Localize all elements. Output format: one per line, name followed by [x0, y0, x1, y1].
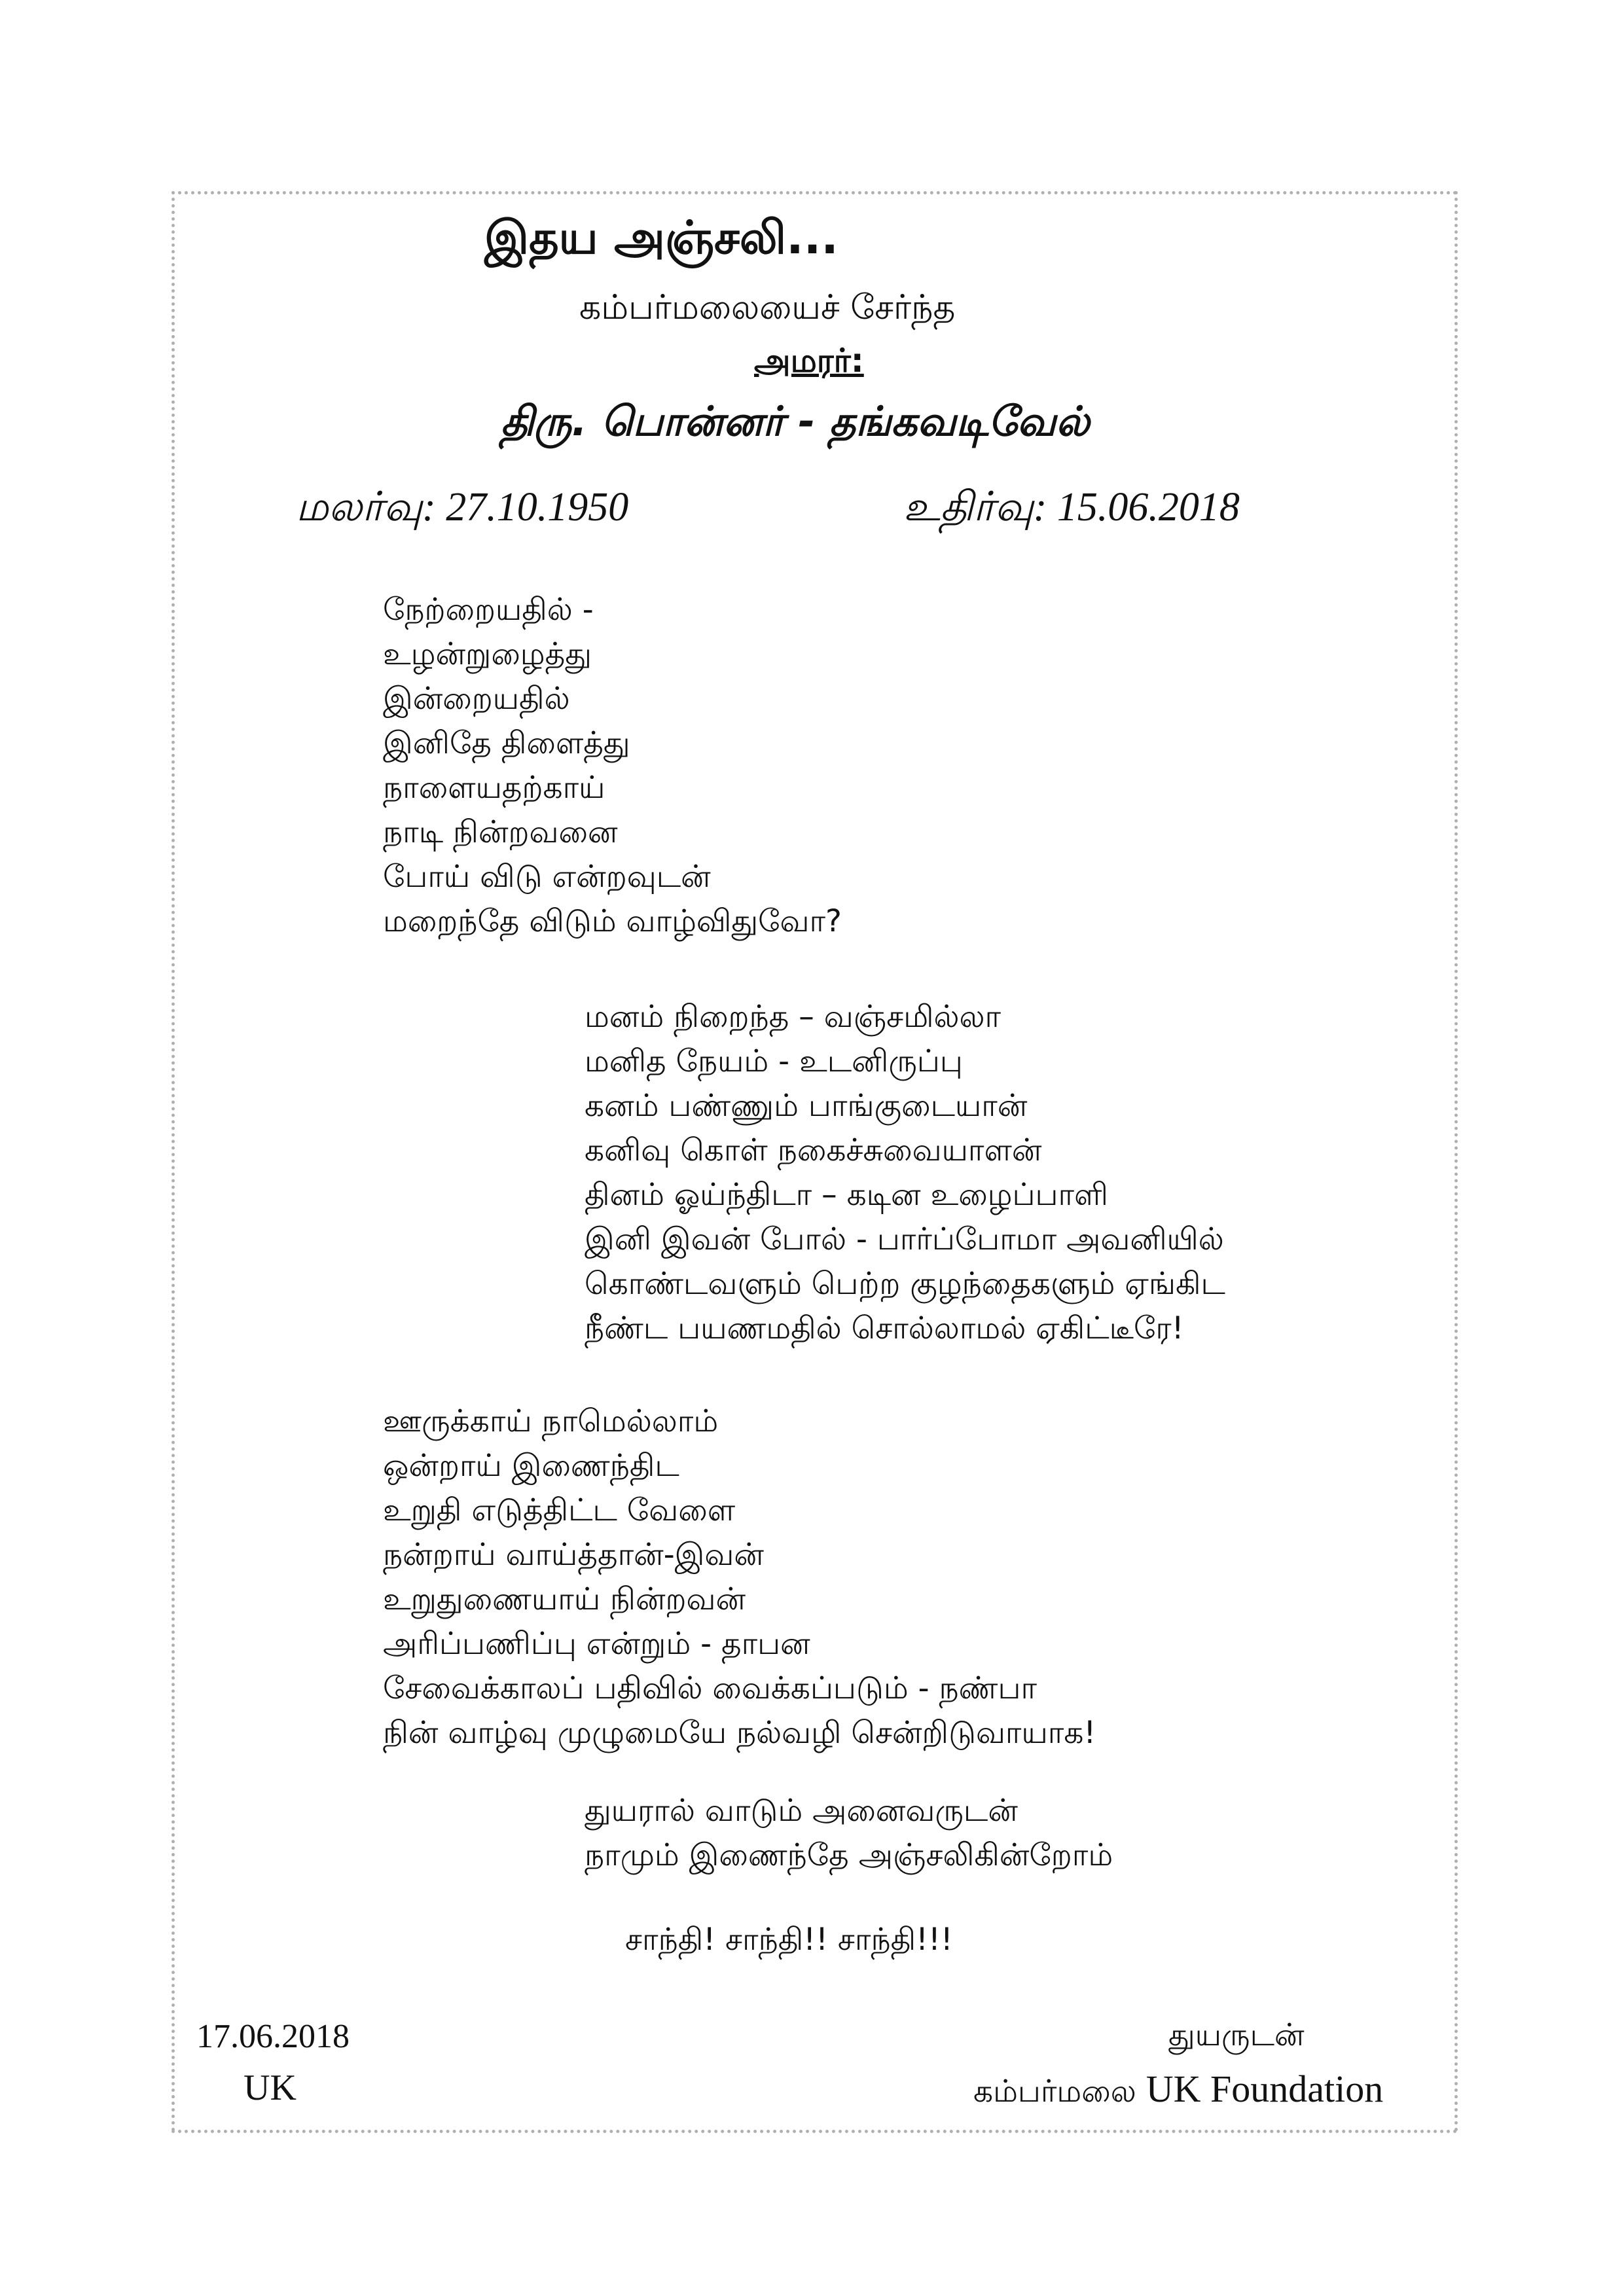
poem-line: கொண்டவளும் பெற்ற குழந்தைகளும் ஏங்கிட: [585, 1266, 1225, 1302]
poem-line: நாமும் இணைந்தே அஞ்சலிகின்றோம்: [585, 1837, 1113, 1873]
poem-line: நன்றாய் வாய்த்தான்-இவன்: [383, 1537, 764, 1573]
poem-stanza-1: [383, 588, 842, 944]
peace-invocation: சாந்தி! சாந்தி!! சாந்தி!!!: [625, 1922, 953, 1958]
poem-line: துயரால் வாடும் அனைவருடன்: [585, 1793, 1018, 1829]
deceased-name: திரு. பொன்னர் - தங்கவடிவேல்: [501, 397, 1090, 445]
poem-line: இனி இவன் போல் - பார்ப்போமா அவனியில்: [585, 1221, 1224, 1257]
organization-name-latin: UK Foundation: [1146, 2068, 1384, 2110]
poem-line: அரிப்பணிப்பு என்றும் - தாபன: [383, 1626, 810, 1662]
poem-line: மனித நேயம் - உடனிருப்பு: [585, 1043, 963, 1079]
poem-line: இன்றையதில்: [383, 681, 570, 717]
poem-line: உறுதுணையாய் நின்றவன்: [383, 1581, 746, 1617]
poem-line: நின் வாழ்வு முழுமையே நல்வழி சென்றிடுவாயாக!: [383, 1715, 1096, 1751]
poem-line: ஊருக்காய் நாமெல்லாம்: [383, 1403, 719, 1439]
poem-line: போய் விடு என்றவுடன்: [383, 859, 711, 895]
poem-stanza-3: [383, 1399, 1096, 1755]
organization-name-tamil: கம்பர்மலை: [973, 2073, 1136, 2109]
poem-line: நீண்ட பயணமதில் சொல்லாமல் ஏகிட்டீரே!: [585, 1310, 1184, 1346]
poem-line: தினம் ஓய்ந்திடா – கடின உழைப்பாளி: [585, 1177, 1108, 1213]
footer-date: 17.06.2018: [196, 2018, 350, 2055]
footer-organization: [973, 2067, 1383, 2113]
poem-line: நேற்றையதில் -: [383, 592, 594, 628]
poem-line: ஒன்றாய் இணைந்திட: [383, 1448, 679, 1484]
poem-line: கனம் பண்ணும் பாங்குடையான்: [585, 1088, 1028, 1124]
poem-line: நாடி நின்றவனை: [383, 814, 618, 850]
poem-stanza-2: [585, 995, 1225, 1351]
poem-line: உழன்றுழைத்து: [383, 636, 592, 672]
amarar-label: அமரர்:: [754, 342, 864, 380]
poem-line: சேவைக்காலப் பதிவில் வைக்கப்படும் - நண்பா: [383, 1670, 1038, 1706]
footer-with-sorrow: துயருடன்: [1168, 2017, 1305, 2053]
birth-date: மலர்வு: 27.10.1950: [296, 485, 629, 529]
death-date: உதிர்வு: 15.06.2018: [903, 485, 1240, 529]
poem-line: மறைந்தே விடும் வாழ்விதுவோ?: [383, 903, 842, 939]
poem-line: மனம் நிறைந்த – வஞ்சமில்லா: [585, 999, 1001, 1035]
poem-line: இனிதே திளைத்து: [383, 725, 630, 761]
origin-subtitle: கம்பர்மலையைச் சேர்ந்த: [579, 288, 956, 327]
poem-line: உறுதி எடுத்திட்ட வேளை: [383, 1492, 736, 1528]
poem-line: நாளையதற்காய்: [383, 770, 605, 806]
poem-line: கனிவு கொள் நகைச்சுவையாளன்: [585, 1132, 1042, 1168]
poem-stanza-4: [585, 1789, 1113, 1878]
page-title: இதய அஞ்சலி...: [484, 211, 839, 264]
footer-place: UK: [244, 2068, 297, 2108]
